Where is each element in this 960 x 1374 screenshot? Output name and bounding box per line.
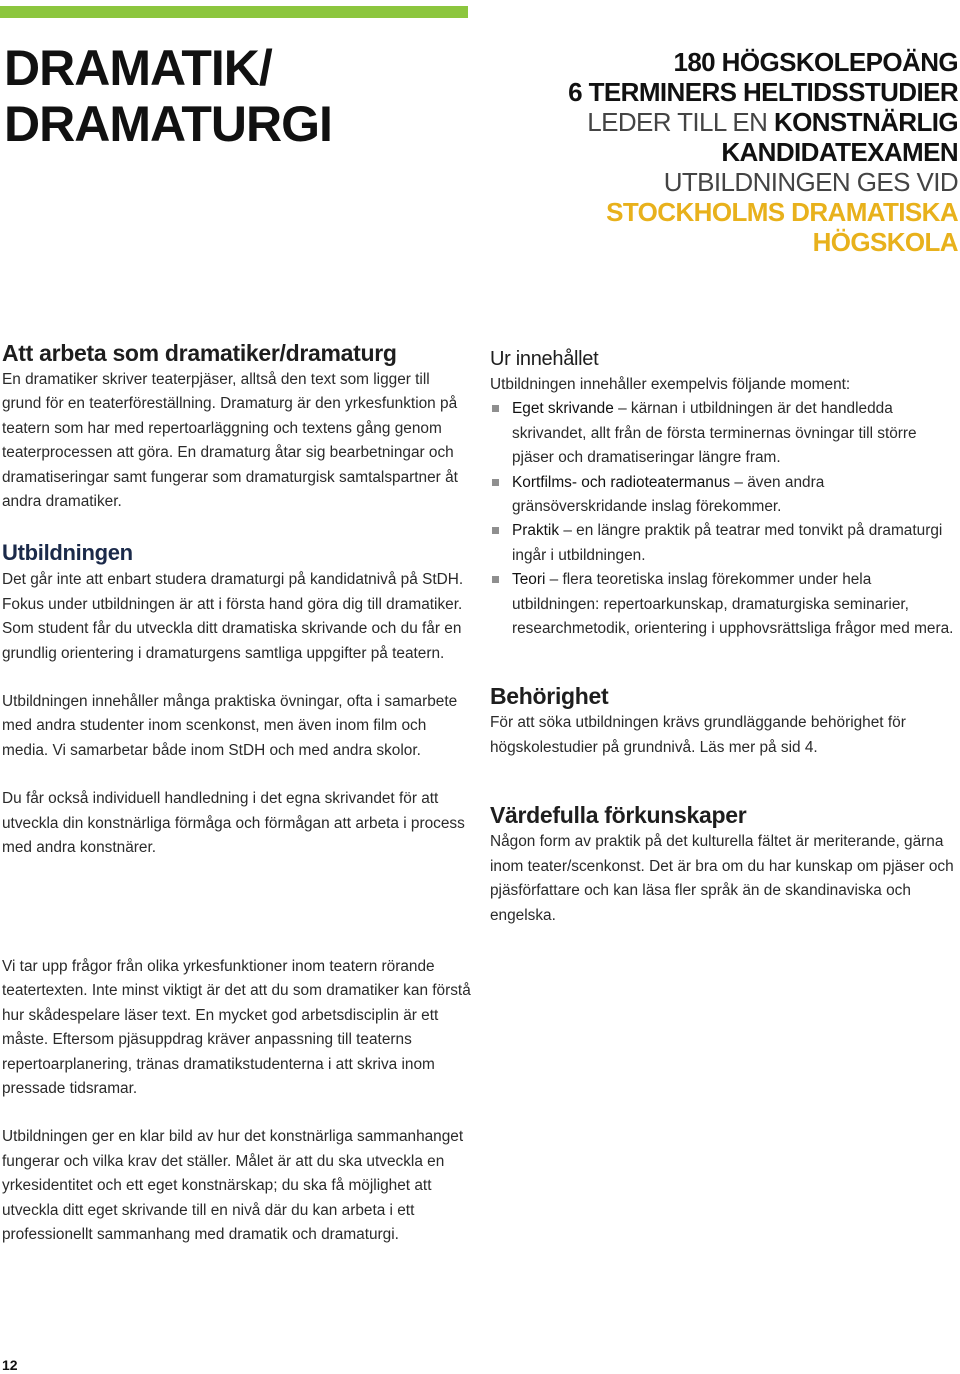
paragraph-prior-knowledge: Någon form av praktik på det kulturella fältet är meriterande, gärna inom teater/scenkonst. Det är bra om du har kunskap om pjäser och pjäsförfattare och kan läsa fler språk än de skandinaviska och engelska. <box>490 833 954 924</box>
content-desc: – en längre praktik på teatrar med tonvikt på dramaturgi ingår i utbildningen. <box>512 522 943 564</box>
top-accent-bar <box>0 6 468 18</box>
content-term: Eget skrivande <box>512 400 614 418</box>
content-term: Kortfilms- och radioteatermanus <box>512 473 731 491</box>
facts-degree-line <box>568 107 958 137</box>
spacer <box>2 1101 472 1125</box>
facts-given-at: UTBILDNINGEN GES VID <box>663 167 958 197</box>
content-desc: – flera teoretiska inslag förekommer under hela utbildningen: repertoarkunskap, dramaturgiska seminarier, researchmetodik, orientering i upphovsrättsliga frågor med mera. <box>512 571 954 638</box>
section-heading-prior-knowledge: Värdefulla förkunskaper <box>490 802 747 829</box>
left-column <box>2 338 472 861</box>
paragraph-eligibility: För att söka utbildningen krävs grundläggande behörighet för högskolestudier på grundnivå. Läs mer på sid 4. <box>490 714 906 756</box>
page-title-line-1: DRAMATIK/ <box>4 40 272 96</box>
content-list <box>490 397 960 641</box>
page-number: 12 <box>2 1357 18 1373</box>
spacer <box>490 641 960 681</box>
content-desc: – kärnan i utbildningen är det handledda skrivandet, allt från de första terminernas övningar till större pjäser och dramatiseringar längre fram. <box>512 400 917 467</box>
page-title-line-2: DRAMATURGI <box>4 96 332 152</box>
facts-duration: 6 TERMINERS HELTIDSSTUDIER <box>568 77 958 107</box>
facts-degree: KANDIDATEXAMEN <box>721 137 958 167</box>
content-desc: – även andra gränsöverskridande inslag förekommer. <box>512 473 825 516</box>
page-title <box>4 40 332 152</box>
spacer <box>2 666 472 690</box>
content-intro: Utbildningen innehåller exempelvis följande moment: <box>490 376 851 393</box>
paragraph-education-3: Du får också individuell handledning i det egna skrivandet för att utveckla din konstnärliga förmåga och förmågan att arbeta i process med andra konstnärer. <box>2 790 465 857</box>
paragraph-education-1: Det går inte att enbart studera dramaturgi på kandidatnivå på StDH. Fokus under utbildningen är att i första hand göra dig till dramatiker. Som student får du utveckla ditt dramatiska skrivande och du får en grundlig orientering i dramaturgens samtliga uppgifter på teatern. <box>2 571 464 662</box>
spacer <box>490 760 960 800</box>
list-item <box>490 568 960 641</box>
facts-degree-prefix: LEDER TILL EN <box>587 107 774 137</box>
section-heading-working: Att arbeta som dramatiker/dramaturg <box>2 340 397 366</box>
right-column <box>490 345 960 928</box>
program-facts <box>568 47 958 257</box>
paragraph-education-5: Utbildningen ger en klar bild av hur det konstnärliga sammanhanget fungerar och vilka krav det ställer. Målet är att du ska utveckla en yrkesidentitet och ett eget konstnärskap; du ska få möjlighet att utveckla ditt eget skrivande till en nivå där du kan arbeta i ett professionellt sammanhang med dramatik och dramaturgi. <box>2 1128 464 1244</box>
paragraph-education-2: Utbildningen innehåller många praktiska övningar, ofta i samarbete med andra studenter inom scenkonst, men även inom film och media. Vi samarbetar både inom StDH och med andra skolor. <box>2 693 458 759</box>
section-heading-education: Utbildningen <box>2 540 133 566</box>
facts-credits: 180 HÖGSKOLEPOÄNG <box>673 47 958 77</box>
section-heading-content: Ur innehållet <box>490 348 599 370</box>
list-item <box>490 519 960 568</box>
list-item <box>490 397 960 470</box>
list-item <box>490 471 960 520</box>
paragraph-education-4: Vi tar upp frågor från olika yrkesfunktioner inom teatern rörande teatertexten. Inte minst viktigt är det att du som dramatiker kan förstå hur skådespelare läser text. En mycket god arbetsdisciplin är ett måste. Eftersom pjäsuppdrag kräver anpassning till teaterns repertoarplanering, tränas dramatikstudenterna i att skriva inom pressade tidsramar. <box>2 958 471 1098</box>
facts-school-line-1: STOCKHOLMS DRAMATISKA <box>606 197 958 227</box>
facts-school-line-2: HÖGSKOLA <box>812 227 958 257</box>
content-term: Praktik <box>512 522 560 540</box>
paragraph-working: En dramatiker skriver teaterpjäser, alltså den text som ligger till grund för en teaterföreställning. Dramaturg är den yrkesfunktion på teatern som har med repertoarläggning och textens gång genom teaterprocessen att göra. En dramaturg åtar sig bearbetningar och dramatiseringar samt fungerar som dramaturgisk samtalspartner åt andra dramatiker. <box>2 371 458 511</box>
section-heading-eligibility: Behörighet <box>490 683 609 710</box>
facts-degree-kind: KONSTNÄRLIG <box>773 107 958 137</box>
spacer <box>2 763 472 787</box>
content-term: Teori <box>512 571 546 589</box>
left-column-continued <box>2 955 472 1247</box>
spacer <box>2 514 472 538</box>
